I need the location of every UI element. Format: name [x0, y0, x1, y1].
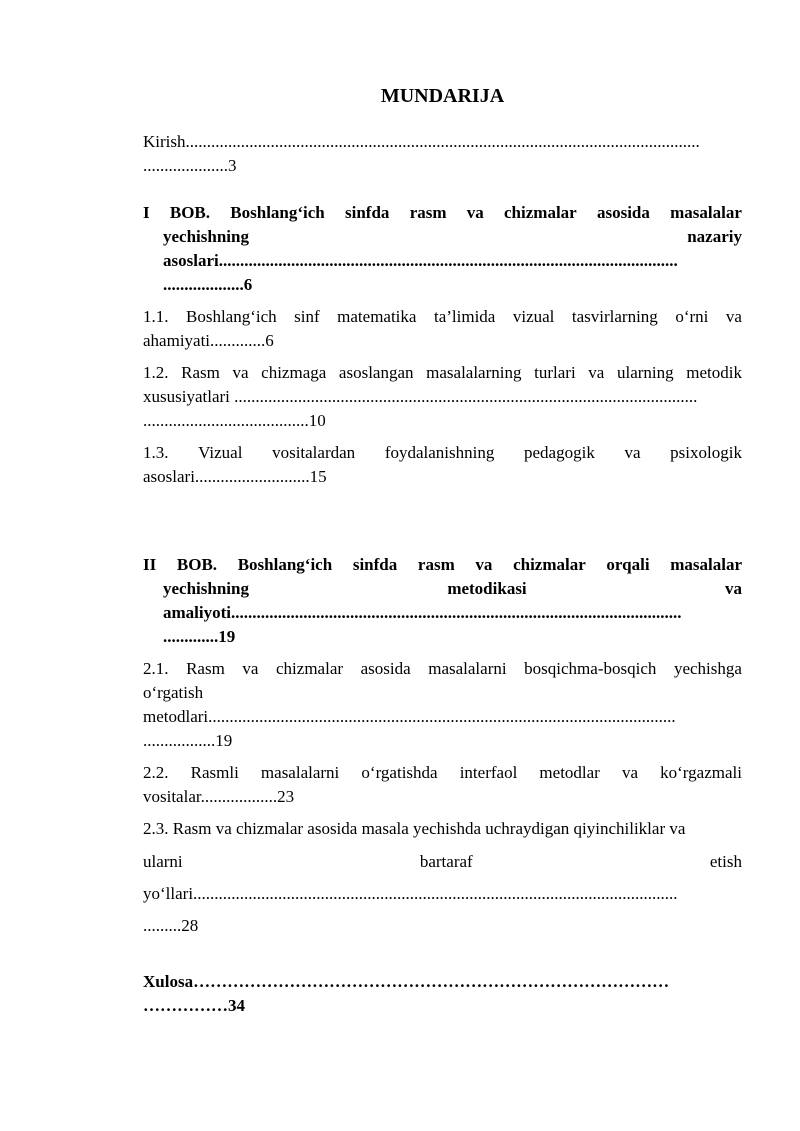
toc-chapter-1-line-2	[163, 227, 742, 247]
toc-word: orqali	[606, 555, 650, 574]
toc-word: va	[724, 579, 742, 598]
toc-word: vositalardan	[272, 443, 356, 462]
toc-word: asosida	[596, 203, 650, 222]
toc-word: rasm	[417, 555, 455, 574]
toc-intro-line-1: Kirish.........................................................................................................................	[143, 132, 700, 151]
toc-word: va	[621, 763, 639, 782]
toc-title: MUNDARIJA	[380, 85, 505, 107]
toc-section-1-1-line-1	[143, 307, 742, 327]
toc-word: pedagogik	[524, 443, 595, 462]
toc-word: yechishning	[163, 227, 249, 246]
toc-word: sinfda	[352, 555, 398, 574]
toc-section-2-1-line-2: o‘rgatish	[143, 683, 204, 702]
toc-word: ko‘rgazmali	[660, 763, 742, 782]
toc-word: 1.2.	[143, 363, 169, 382]
toc-word: Boshlang‘ich	[230, 203, 325, 222]
toc-word: masalalarning	[426, 363, 522, 382]
toc-word: sinfda	[345, 203, 390, 222]
toc-word: asoslangan	[338, 363, 414, 382]
toc-section-1-2-line-2: xususiyatlari .............................................................................................................	[143, 387, 698, 406]
toc-word: tasvirlarning	[571, 307, 658, 326]
toc-section-1-3-line-2: asoslari...........................15	[143, 467, 327, 486]
toc-section-2-3-line-2	[143, 852, 742, 872]
toc-word: sinf	[294, 307, 320, 326]
toc-word: 1.3.	[143, 443, 169, 462]
toc-word: turlari	[534, 363, 576, 382]
toc-word: vizual	[512, 307, 555, 326]
toc-word: Vizual	[198, 443, 243, 462]
toc-chapter-2-line-1	[143, 555, 742, 575]
toc-word: 2.1.	[143, 659, 169, 678]
toc-word: chizmalar	[513, 555, 586, 574]
toc-section-1-2-line-1	[143, 363, 742, 383]
toc-word: o‘rgatishda	[361, 763, 438, 782]
toc-word: va	[475, 555, 493, 574]
toc-word: va	[725, 307, 742, 326]
toc-word: va	[588, 363, 605, 382]
toc-word: yechishning	[163, 579, 249, 598]
toc-section-2-2-line-2: vositalar..................23	[143, 787, 295, 806]
toc-word: chizmalar	[276, 659, 344, 678]
toc-section-1-3-line-1	[143, 443, 742, 463]
toc-word: ularning	[616, 363, 674, 382]
toc-word: interfaol	[459, 763, 518, 782]
toc-chapter-2-line-3: amaliyoti..........................................................................................................	[163, 603, 682, 622]
toc-section-2-3-line-3: yo‘llari..................................................................................................................	[143, 884, 678, 903]
toc-word: Rasm	[181, 363, 220, 382]
toc-word: metodikasi	[447, 579, 527, 598]
toc-chapter-2-line-4: .............19	[163, 627, 236, 646]
toc-word: metodlar	[539, 763, 600, 782]
toc-section-2-3-line-1: 2.3. Rasm va chizmalar asosida masala yechishda uchraydigan qiyinchiliklar va	[143, 819, 686, 838]
toc-word: BOB.	[169, 203, 211, 222]
toc-word: etish	[709, 852, 742, 871]
toc-word: bosqichma-bosqich	[524, 659, 657, 678]
toc-word: o‘rni	[675, 307, 709, 326]
toc-word: masalalar	[670, 555, 742, 574]
toc-word: matematika	[337, 307, 417, 326]
toc-section-1-2-line-3: .......................................10	[143, 411, 326, 430]
toc-word: va	[466, 203, 484, 222]
toc-word: masalalar	[670, 203, 742, 222]
toc-word: bartaraf	[419, 852, 473, 871]
toc-word: 1.1.	[143, 307, 169, 326]
toc-word: ta’limida	[433, 307, 496, 326]
toc-word: va	[232, 363, 249, 382]
toc-word: Rasm	[186, 659, 225, 678]
toc-section-2-1-line-1	[143, 659, 742, 679]
toc-word: Boshlang‘ich	[237, 555, 333, 574]
toc-word: Rasmli	[190, 763, 239, 782]
toc-word: chizmalar	[504, 203, 577, 222]
toc-word: psixologik	[670, 443, 742, 462]
toc-word: asosida	[360, 659, 411, 678]
toc-section-2-3-line-4: .........28	[143, 916, 199, 935]
toc-word: I	[143, 203, 150, 222]
toc-intro-line-2: ....................3	[143, 156, 237, 175]
toc-word: yechishga	[673, 659, 742, 678]
toc-word: foydalanishning	[384, 443, 495, 462]
toc-word: metodik	[686, 363, 742, 382]
toc-section-2-1-line-4: .................19	[143, 731, 233, 750]
toc-word: nazariy	[687, 227, 742, 246]
toc-section-1-1-line-2: ahamiyati.............6	[143, 331, 274, 350]
toc-word: II	[143, 555, 157, 574]
toc-conclusion-line-1: Xulosa…………………………………………………………………………	[143, 972, 670, 991]
toc-word: chizmaga	[261, 363, 327, 382]
toc-word: rasm	[409, 203, 447, 222]
toc-word: BOB.	[176, 555, 218, 574]
toc-chapter-1-line-3: asoslari............................................................................................................	[163, 251, 678, 270]
toc-conclusion-line-2: ……………34	[143, 996, 245, 1015]
toc-word: ularni	[143, 852, 183, 871]
toc-chapter-2-line-2	[163, 579, 742, 599]
toc-section-2-2-line-1	[143, 763, 742, 783]
toc-section-2-1-line-3: metodlari..............................................................................................................	[143, 707, 676, 726]
toc-word: masalalarni	[260, 763, 340, 782]
toc-word: masalalarni	[428, 659, 507, 678]
toc-word: va	[624, 443, 641, 462]
toc-word: 2.2.	[143, 763, 169, 782]
toc-chapter-1-line-1	[143, 203, 742, 223]
toc-chapter-1-line-4: ...................6	[163, 275, 253, 294]
toc-word: va	[242, 659, 259, 678]
toc-word: Boshlang‘ich	[186, 307, 277, 326]
